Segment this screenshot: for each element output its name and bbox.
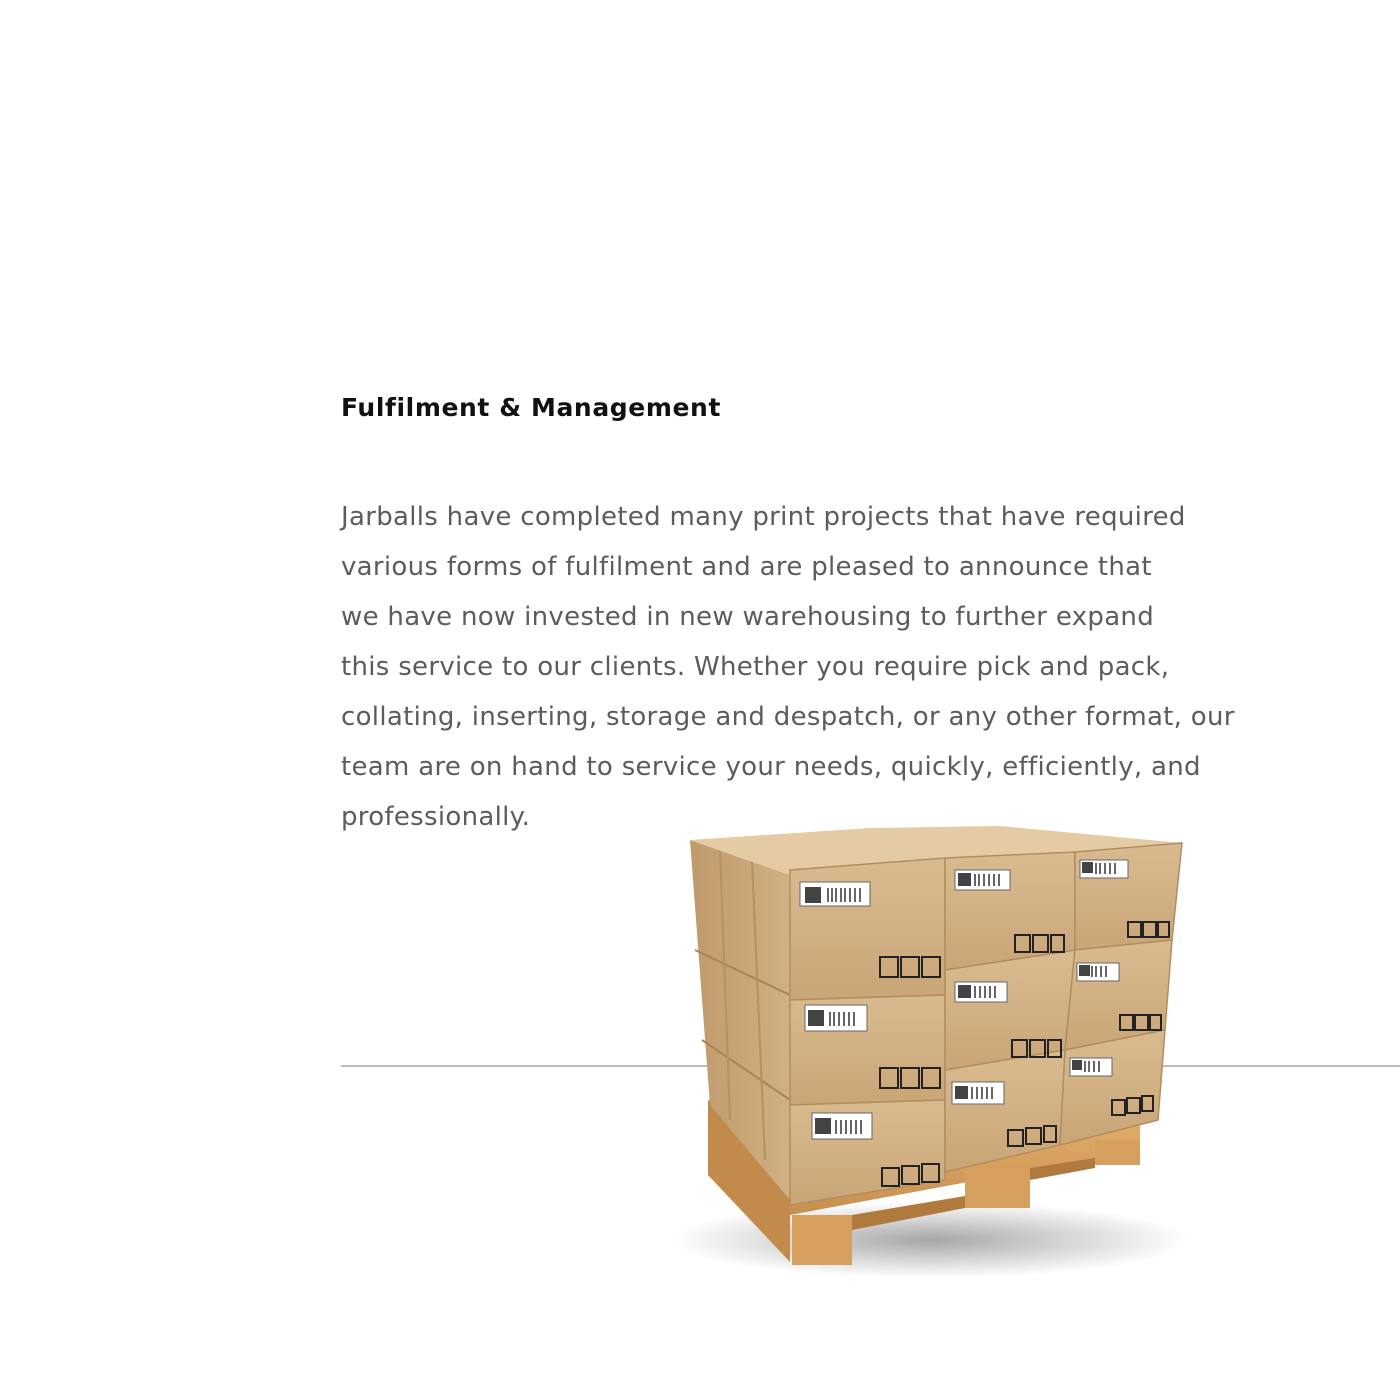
body-line: this service to our clients. Whether you require pick and pack,: [341, 652, 1170, 682]
body-line: collating, inserting, storage and despatch, or any other format, our: [341, 702, 1235, 732]
divider-line-left: [341, 1065, 713, 1067]
pallet-of-boxes-illustration: [660, 812, 1220, 1292]
body-line: team are on hand to service your needs, quickly, efficiently, and: [341, 752, 1201, 782]
body-line: various forms of fulfilment and are pleased to announce that: [341, 552, 1152, 582]
body-line: we have now invested in new warehousing to further expand: [341, 602, 1155, 632]
body-line: Jarballs have completed many print projects that have required: [341, 502, 1186, 532]
box-column-middle: [945, 852, 1075, 1172]
section-title: Fulfilment & Management: [341, 393, 721, 422]
section-body: [341, 492, 1261, 842]
body-line: professionally.: [341, 802, 531, 832]
